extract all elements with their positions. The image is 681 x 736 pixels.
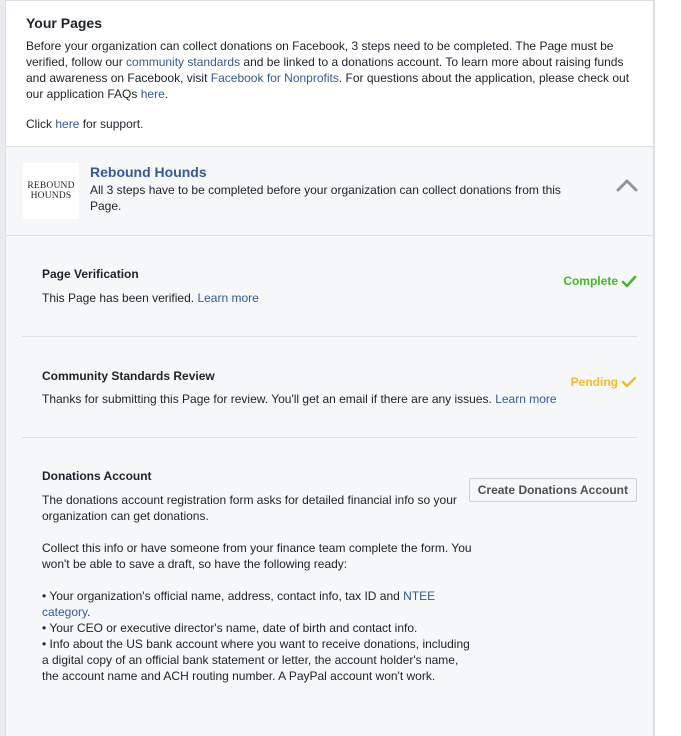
community-standards-link[interactable]: community standards	[126, 55, 241, 69]
list-item-text: .	[87, 605, 91, 619]
organization-name-link[interactable]: Rebound Hounds	[90, 164, 207, 180]
organization-header	[6, 147, 653, 236]
facebook-for-nonprofits-link[interactable]: Facebook for Nonprofits	[210, 71, 339, 85]
step-body	[42, 290, 259, 306]
intro-section	[6, 1, 653, 146]
donations-paragraph: Collect this info or have someone from your finance team complete the form. You won't be able to save a draft, so have the following ready:	[42, 541, 472, 571]
intro-text	[26, 38, 633, 102]
faq-here-link[interactable]: here	[140, 87, 165, 101]
step-title: Community Standards Review	[42, 369, 215, 383]
intro-text-part: . For questions about the application, please check out our application FAQs	[26, 71, 630, 101]
step-donations-account	[22, 438, 637, 736]
collapse-button[interactable]	[614, 175, 640, 195]
status-badge	[571, 375, 637, 389]
step-title: Page Verification	[42, 267, 139, 281]
intro-text-part: Before your organization can collect donations on Facebook, 3 steps need to be completed. The Page must be verified, follow our	[26, 39, 614, 69]
step-community-standards	[22, 337, 637, 438]
status-badge	[563, 274, 637, 288]
step-title: Donations Account	[42, 469, 152, 483]
learn-more-link[interactable]: Learn more	[495, 392, 557, 406]
list-item	[42, 588, 472, 620]
list-item: • Info about the US bank account where you want to receive donations, including a digital copy of an official bank statement or letter, the account holder's name, the account name and ACH routing number. A PayPal account won't work.	[42, 637, 470, 683]
support-text-part: Click	[26, 117, 56, 131]
step-page-verification	[22, 236, 637, 337]
status-label: Complete	[563, 274, 618, 288]
page-gutter	[654, 0, 681, 736]
page-title: Your Pages	[26, 15, 102, 31]
logo-text-line: HOUNDS	[30, 191, 72, 201]
donations-info	[42, 492, 472, 684]
status-label: Pending	[570, 375, 618, 389]
organization-logo	[23, 163, 79, 219]
chevron-up-icon	[616, 178, 638, 192]
support-here-link[interactable]: here	[55, 117, 80, 131]
ntee-category-link[interactable]: NTEE category	[42, 589, 436, 619]
learn-more-link[interactable]: Learn more	[197, 291, 259, 305]
organization-description: All 3 steps have to be completed before your organization can collect donations from this Page.	[90, 183, 561, 213]
intro-text-part: .	[164, 87, 169, 101]
step-body	[42, 391, 557, 407]
step-body-text: Thanks for submitting this Page for review. You'll get an email if there are any issues.	[42, 392, 496, 406]
support-text	[26, 116, 633, 132]
checkmark-icon	[621, 275, 637, 288]
organization-section	[6, 146, 653, 736]
checkmark-icon	[621, 376, 637, 389]
support-text-part: for support.	[79, 117, 144, 131]
list-item: • Your CEO or executive director's name, date of birth and contact info.	[42, 621, 418, 635]
intro-text-part: and be linked to a donations account. To learn more about raising funds and awareness on Facebook, visit	[26, 55, 624, 85]
list-item-text: • Your organization's official name, address, contact info, tax ID and	[42, 589, 404, 603]
your-pages-panel	[5, 0, 654, 736]
step-body-text: This Page has been verified.	[42, 291, 198, 305]
logo-text-line: REBOUND	[27, 181, 75, 191]
requirements-list	[42, 588, 472, 684]
create-donations-account-button[interactable]: Create Donations Account	[469, 478, 637, 502]
donations-paragraph: The donations account registration form asks for detailed financial info so your organization can get donations.	[42, 493, 457, 523]
